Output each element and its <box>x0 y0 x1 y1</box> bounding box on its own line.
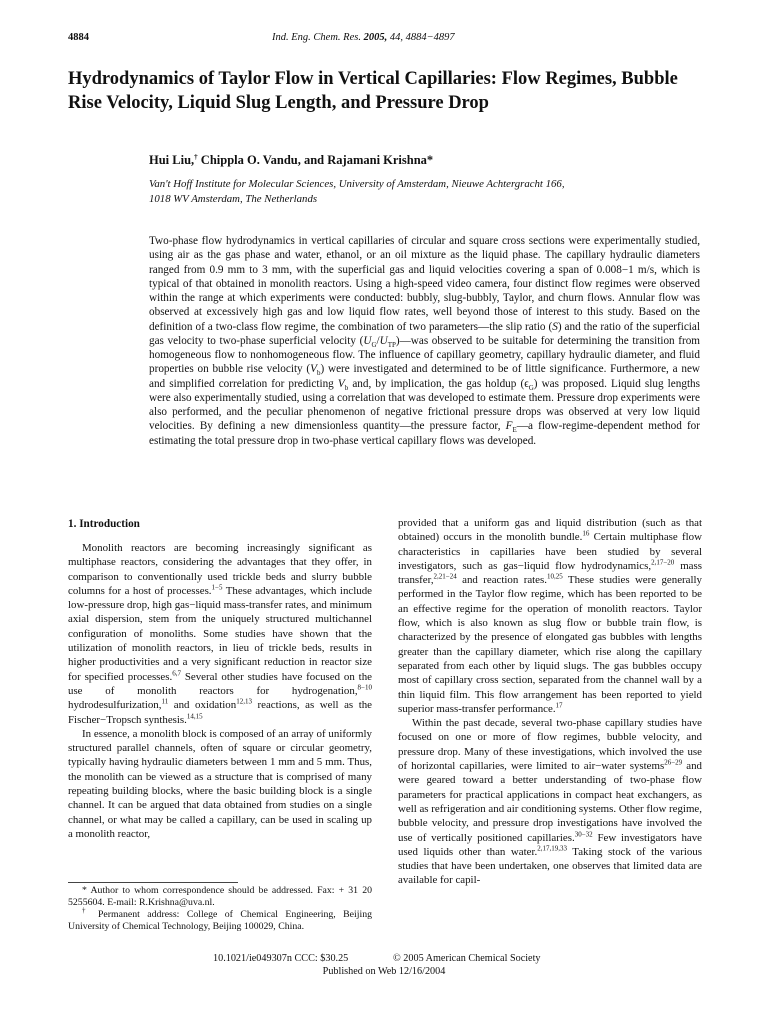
doi-ccc: 10.1021/ie049307n CCC: $30.25 <box>213 953 349 964</box>
text-run: provided that a uniform gas and liquid distribution (such as that obtained) occurs in the monolith bundle. <box>398 517 702 544</box>
abstract-symbol: ϵ <box>524 377 529 390</box>
correspondence-footnote: * Author to whom correspondence should be addressed. Fax: + 31 20 5255604. E-mail: R.Krishna@uva.nl. <box>68 885 372 908</box>
abstract-symbol: F <box>505 420 513 433</box>
text-run: These studies were generally performed in the Taylor flow regime, which has been reported to be an effective regime for the operation of monolith reactors. Taylor flow, which is also known as slug flow or bubble train flow, is characterized by the presence of elongated gas bubbles with lengths greater than the capillary diameter, which rise along the capillary separated from each other by liquid slugs. The gas bubbles occupy most of capillary cross section, separated from the channel wall by a thin liquid film. This flow arrangement has been reported to yield superior mass-transfer performance. <box>398 574 702 715</box>
abstract-text: ) and the ratio of the superficial gas velocity to two-phase superficial velocity ( <box>149 320 700 347</box>
affiliation <box>149 177 669 207</box>
abstract-text: ) were investigated and determined to be of little significance. Furthermore, a new and simplified correlation for predicting <box>149 363 700 390</box>
footnote-mark: † <box>82 906 91 915</box>
abstract-symbol: U <box>363 334 372 347</box>
article-title: Hydrodynamics of Taylor Flow in Vertical Capillaries: Flow Regimes, Bubble Rise Velocity, Liquid Slug Length, and Pressure Drop <box>68 69 678 113</box>
text-run: Certain multiphase flow characteristics in capillaries have been studied by several investigators, such as gas−liquid flow hydrodynamics, <box>398 531 702 572</box>
abstract-symbol: V <box>310 363 317 376</box>
citation-ref: 2,17,19,33 <box>537 844 567 853</box>
abstract-text: / <box>376 334 380 347</box>
intro-paragraph-2-continued <box>398 516 702 716</box>
citation-ref: 2,21−24 <box>433 572 457 581</box>
journal-name: Ind. Eng. Chem. Res. <box>272 32 361 43</box>
text-run: and reaction rates. <box>456 574 547 587</box>
right-column <box>398 516 702 932</box>
citation-ref: 16 <box>582 529 590 538</box>
abstract-subscript: G <box>371 340 377 349</box>
abstract-text: Two-phase flow hydrodynamics in vertical capillaries of circular and square cross sections were experimentally studied, using air as the gas phase and water, ethanol, or an oil mixture as the liquid phase. The capillary hydraulic diameters ranged from 0.9 mm to 3 mm, with the superficial gas and liquid velocities covering a span of 0.008−1 m/s, which is typical of that obtained in monolith reactors. Using a high-speed video camera, four distinct flow regimes were observed within the range at which experiments were conducted: bubbly, slug-bubbly, Taylor, and churn flows. Annular flow was observed at excessively high gas and low liquid flow rates, well beyond those of interest to this study. Based on the definition of a two-class flow regime, the combination of two parameters—the slip ratio ( <box>149 235 700 333</box>
footnotes <box>68 882 372 944</box>
text-run: reactions, as well as the Fischer−Tropsch synthesis. <box>68 699 372 726</box>
abstract <box>149 234 700 504</box>
text-run: Taking stock of the various studies that have been undertaken, one observes that limited data are available for capil- <box>398 845 702 887</box>
citation-ref: 12,13 <box>236 697 252 706</box>
journal-pages: 4884−4897 <box>405 32 455 43</box>
author-1-mark: † <box>194 152 198 161</box>
citation-ref: 1−5 <box>211 583 223 592</box>
abstract-text: and, by implication, the gas holdup ( <box>348 377 525 390</box>
other-authors: Chippla O. Vandu, and Rajamani Krishna* <box>197 153 434 167</box>
author-1: Hui Liu, <box>149 153 195 167</box>
abstract-text: —a flow-regime-dependent method for estimating the total pressure drop in two-phase vertical capillary flows was developed. <box>149 420 700 447</box>
citation-ref: 11 <box>161 697 169 706</box>
journal-volume: 44, <box>389 32 403 43</box>
citation-ref: 26−29 <box>664 758 683 767</box>
footnote-divider <box>68 882 238 883</box>
footnote-text: Permanent address: College of Chemical Engineering, Beijing University of Chemical Technology, Beijing 100029, China. <box>68 909 372 932</box>
journal-citation <box>272 30 455 46</box>
page-footer <box>0 952 768 978</box>
text-run: mass transfer, <box>398 559 702 587</box>
affiliation-line-1: Van't Hoff Institute for Molecular Sciences, University of Amsterdam, Nieuwe Achtergracht 166, <box>149 178 565 190</box>
intro-paragraph-3 <box>398 716 702 888</box>
text-run: These advantages, which include low-pressure drop, high gas−liquid mass-transfer rates, and minimum axial dispersion, stem from the uniquely structured multichannel configuration of monoliths. Some studies have shown that the utilization of monolith reactors, in lieu of trickle beds, results in higher productivities and a very significant reduction in reactor size for specified processes. <box>68 584 372 683</box>
abstract-subscript: b <box>344 383 349 392</box>
footer-row <box>0 952 768 965</box>
intro-paragraph-2: In essence, a monolith block is composed of an array of uniformly structured parallel channels, often of square or circular geometry, typically having hydraulic diameters between 1 mm and 5 mm. Thus, the monolith can be viewed as a structure that is comprised of many repeating building blocks, where the basic building block is a single channel. It can be argued that data obtained from studies on a single channel, or what may be called a capillary, can be used in scaling up a monolith reactor, <box>68 727 372 840</box>
text-run: Several other studies have focused on the use of monolith reactors for hydrogenation, <box>68 670 372 697</box>
citation-ref: 6,7 <box>172 669 181 678</box>
text-run: Within the past decade, several two-phase capillary studies have focused on one or more of flow regimes, bubble velocity, and pressure drop. Many of these investigations, which involved the use of horizontal capillaries, were limited to air−water systems <box>398 717 702 773</box>
published-date: Published on Web 12/16/2004 <box>322 966 446 977</box>
text-run: Few investigators have used liquids other than water. <box>398 831 702 858</box>
text-run: and oxidation <box>168 699 237 712</box>
author-list <box>149 152 669 168</box>
left-column <box>68 516 372 882</box>
text-run: Monolith reactors are becoming increasingly significant as multiphase reactors, considering the advantages that they offer, in comparison to conventionally used trickle beds and slurry bubble columns for a host of processes. <box>68 542 372 597</box>
abstract-subscript: TP <box>387 340 396 349</box>
abstract-symbol: U <box>379 334 388 347</box>
permanent-address-footnote <box>68 906 372 933</box>
affiliation-line-2: 1018 WV Amsterdam, The Netherlands <box>149 193 318 205</box>
abstract-subscript: G <box>528 383 534 392</box>
page-number: 4884 <box>68 32 89 43</box>
text-run: hydrodesulfurization, <box>68 699 162 712</box>
abstract-text: )—was observed to be suitable for determining the transition from homogeneous flow to nonhomogeneous flow. The influence of capillary geometry, capillary hydraulic diameter, and fluid properties on bubble rise velocity ( <box>149 334 700 376</box>
citation-ref: 14,15 <box>186 711 203 720</box>
text-run: and were geared toward a better understanding of two-phase flow parameters for practical applications in compact heat exchangers, as well as refrigeration and air conditioning systems. Other flow regime, bubble velocity, and pressure drop investigations have involved the use of vertically positioned capillaries. <box>398 760 702 844</box>
citation-ref: 30−32 <box>574 829 593 838</box>
intro-paragraph-1 <box>68 541 372 727</box>
abstract-symbol: V <box>337 377 345 390</box>
section-heading: 1. Introduction <box>68 518 140 530</box>
abstract-symbol: S <box>552 320 558 333</box>
citation-ref: 8−10 <box>357 683 372 692</box>
abstract-subscript: E <box>512 426 517 435</box>
journal-year: 2005, <box>363 32 388 43</box>
abstract-text: ) was proposed. Liquid slug lengths were also experimentally studied, using a correlation that was developed to estimate them. Pressure drop experiments were also performed, and the peculiar phenomenon of negative frictional pressure drops was observed at very low liquid velocities. By defining a new dimensionless quantity—the pressure factor, <box>149 377 700 433</box>
copyright: © 2005 American Chemical Society <box>393 953 541 964</box>
abstract-subscript: b <box>317 369 321 378</box>
citation-ref: 2,17−20 <box>651 558 675 567</box>
citation-ref: 17 <box>555 701 563 710</box>
running-head <box>68 30 700 46</box>
citation-ref: 10,25 <box>546 572 563 581</box>
